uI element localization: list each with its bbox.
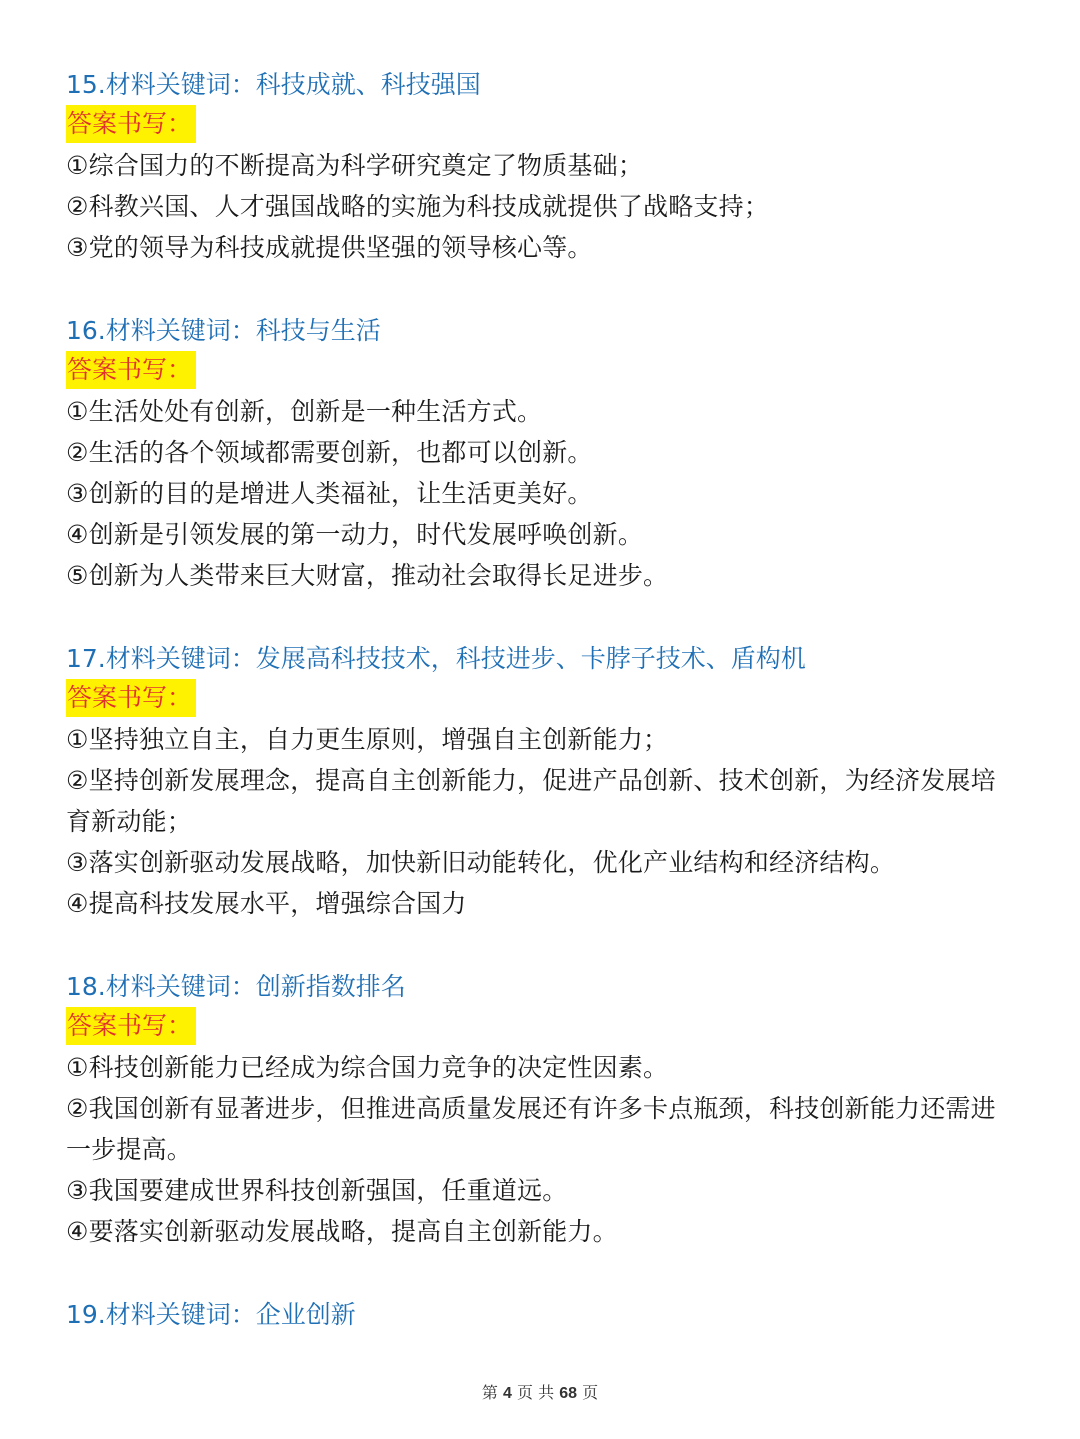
section-17 bbox=[66, 638, 1016, 924]
section-19 bbox=[66, 1294, 1016, 1335]
answer-line: ③创新的目的是增进人类福祉，让生活更美好。 bbox=[66, 479, 593, 508]
answer-line: ⑤创新为人类带来巨大财富，推动社会取得长足进步。 bbox=[66, 561, 669, 590]
answer-line: ②科教兴国、人才强国战略的实施为科技成就提供了战略支持； bbox=[66, 192, 770, 221]
answer-heading: 答案书写： bbox=[66, 679, 196, 717]
answer-line: ②生活的各个领域都需要创新，也都可以创新。 bbox=[66, 438, 593, 467]
footer-suffix: 页 bbox=[582, 1383, 599, 1402]
answer-line: ①综合国力的不断提高为科学研究奠定了物质基础； bbox=[66, 151, 644, 180]
total-page-count: 68 bbox=[559, 1385, 577, 1402]
section-title: 15.材料关键词：科技成就、科技强国 bbox=[66, 70, 481, 99]
document-page bbox=[66, 64, 1016, 1335]
answer-line: ①坚持独立自主，自力更生原则，增强自主创新能力； bbox=[66, 725, 669, 754]
section-title: 17.材料关键词：发展高科技技术，科技进步、卡脖子技术、盾构机 bbox=[66, 644, 806, 673]
answer-line: ②我国创新有显著进步，但推进高质量发展还有许多卡点瓶颈，科技创新能力还需进一步提高。 bbox=[66, 1094, 996, 1164]
answer-line: ③落实创新驱动发展战略，加快新旧动能转化，优化产业结构和经济结构。 bbox=[66, 848, 896, 877]
answer-heading: 答案书写： bbox=[66, 351, 196, 389]
answer-line: ①生活处处有创新，创新是一种生活方式。 bbox=[66, 397, 543, 426]
section-18 bbox=[66, 966, 1016, 1252]
section-title: 19.材料关键词：企业创新 bbox=[66, 1300, 356, 1329]
answer-line: ③党的领导为科技成就提供坚强的领导核心等。 bbox=[66, 233, 593, 262]
footer-middle: 页 共 bbox=[517, 1383, 555, 1402]
current-page-number: 4 bbox=[503, 1385, 512, 1402]
page-footer bbox=[0, 1381, 1080, 1406]
answer-line: ④创新是引领发展的第一动力，时代发展呼唤创新。 bbox=[66, 520, 644, 549]
answer-line: ④要落实创新驱动发展战略，提高自主创新能力。 bbox=[66, 1217, 618, 1246]
answer-heading: 答案书写： bbox=[66, 1007, 196, 1045]
section-16 bbox=[66, 310, 1016, 596]
answer-heading: 答案书写： bbox=[66, 105, 196, 143]
answer-line: ②坚持创新发展理念，提高自主创新能力，促进产品创新、技术创新，为经济发展培育新动能； bbox=[66, 766, 996, 836]
answer-line: ①科技创新能力已经成为综合国力竞争的决定性因素。 bbox=[66, 1053, 669, 1082]
answer-line: ④提高科技发展水平，增强综合国力 bbox=[66, 889, 467, 918]
footer-prefix: 第 bbox=[481, 1383, 498, 1402]
section-15 bbox=[66, 64, 1016, 268]
section-title: 16.材料关键词：科技与生活 bbox=[66, 316, 381, 345]
answer-line: ③我国要建成世界科技创新强国，任重道远。 bbox=[66, 1176, 568, 1205]
section-title: 18.材料关键词：创新指数排名 bbox=[66, 972, 406, 1001]
